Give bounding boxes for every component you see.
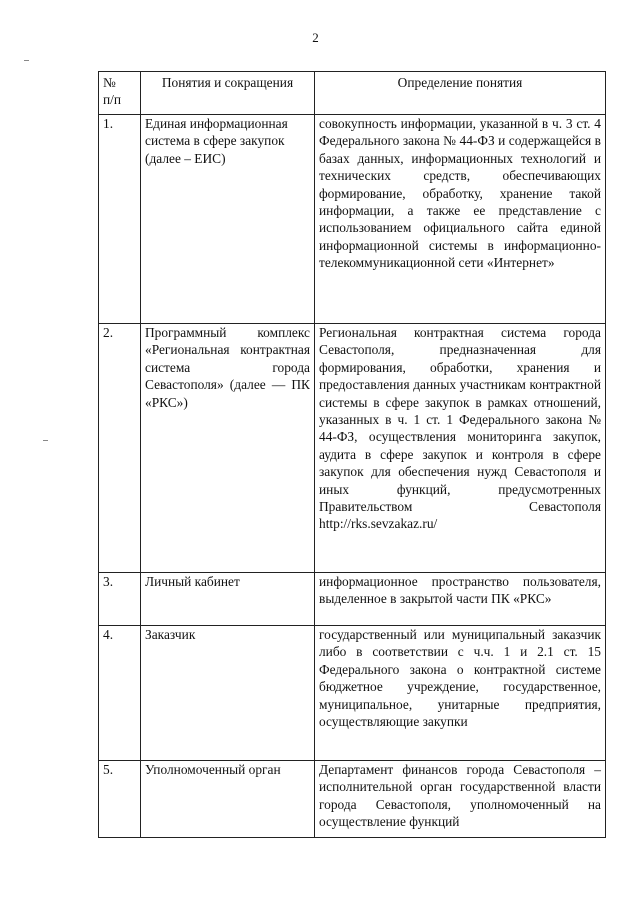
row-definition: Департамент финансов города Севастополя – исполнительной орган государственной власти города Севастополя, уполномоченный на осуществление функций	[315, 761, 606, 838]
row-number: 5.	[99, 761, 141, 838]
header-number: № п/п	[99, 72, 141, 115]
row-term: Заказчик	[141, 626, 315, 761]
table-row	[99, 573, 606, 626]
row-term: Единая информационная система в сфере закупок (далее – ЕИС)	[141, 115, 315, 324]
row-number: 2.	[99, 324, 141, 573]
table-row	[99, 761, 606, 838]
scan-mark	[24, 60, 29, 61]
row-definition: Региональная контрактная система города Севастополя, предназначенная для формирования, обработки, хранения и предоставления данных участникам контрактной системы в сфере закупок в рамках отношений, указанных в ч. 1 ст. 1 Федерального закона № 44-ФЗ, осуществления мониторинга закупок, аудита в сфере закупок и контроля в сфере закупок для обеспечения нужд Севастополя и иных функций, предусмотренных Правительством Севастополя http://rks.sevzakaz.ru/	[315, 324, 606, 573]
table-header-row	[99, 72, 606, 115]
table-row	[99, 626, 606, 761]
definitions-table	[98, 71, 606, 838]
header-definition: Определение понятия	[315, 72, 606, 115]
row-definition: государственный или муниципальный заказчик либо в соответствии с ч.ч. 1 и 2.1 ст. 15 Федерального закона о контрактной системе бюджетное учреждение, государственное, муниципальное, унитарные предприятия, осуществляющие закупки	[315, 626, 606, 761]
header-term: Понятия и сокращения	[141, 72, 315, 115]
scan-mark	[43, 440, 48, 441]
row-definition: совокупность информации, указанной в ч. 3 ст. 4 Федерального закона № 44-ФЗ и содержащейся в базах данных, информационных технологий и технических средств, обеспечивающих формирование, обработку, хранение такой информации, а также ее представление с использованием официального сайта единой информационной системы в информационно-телекоммуникационной сети «Интернет»	[315, 115, 606, 324]
table-row	[99, 324, 606, 573]
row-term: Уполномоченный орган	[141, 761, 315, 838]
table-row	[99, 115, 606, 324]
row-number: 1.	[99, 115, 141, 324]
row-term: Личный кабинет	[141, 573, 315, 626]
row-term: Программный комплекс «Региональная контрактная система города Севастополя» (далее — ПК «РКС»)	[141, 324, 315, 573]
row-number: 4.	[99, 626, 141, 761]
row-definition: информационное пространство пользователя, выделенное в закрытой части ПК «РКС»	[315, 573, 606, 626]
page-number: 2	[312, 30, 319, 45]
row-number: 3.	[99, 573, 141, 626]
